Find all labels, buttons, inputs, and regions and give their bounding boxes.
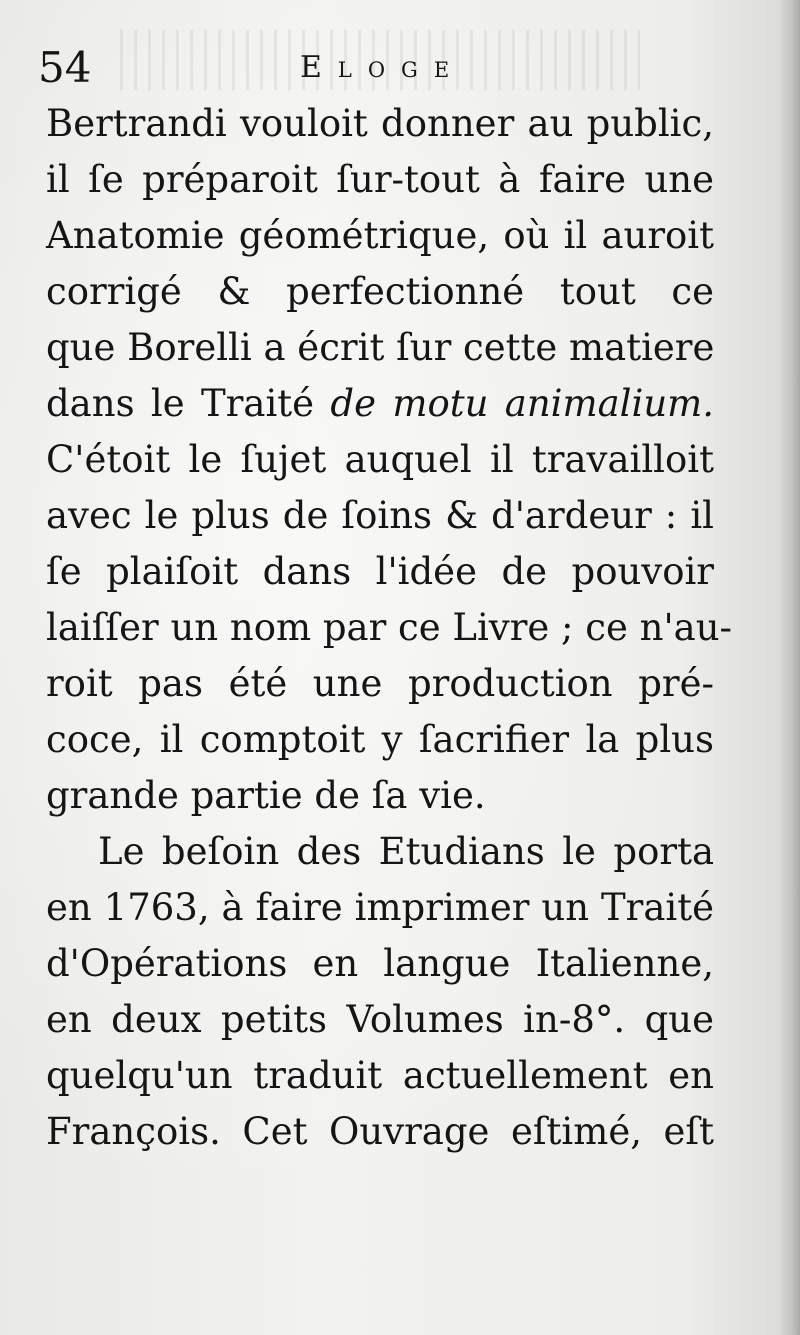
text-line: Le beſoin des Etudians le porta	[98, 830, 714, 873]
page-number: 54	[38, 43, 92, 92]
text-line	[46, 376, 714, 432]
text-line: corrigé & perfectionné tout ce	[46, 270, 714, 313]
text-line: quelqu'un traduit actuellement en	[46, 1054, 714, 1097]
text-line: en deux petits Volumes in-8°. que	[46, 998, 714, 1041]
text-line: laiſſer un nom par ce Livre ; ce n'au-	[46, 606, 733, 649]
text-line: que Borelli a écrit ſur cette matiere	[46, 326, 715, 369]
text-line: en 1763, à faire imprimer un Traité	[46, 886, 714, 929]
text-line: Anatomie géométrique, où il auroit	[46, 214, 714, 257]
text-line: Bertrandi vouloit donner au public,	[46, 102, 714, 145]
text-line: roit pas été une production pré-	[46, 662, 714, 705]
text-line: avec le plus de ſoins & d'ardeur : il	[46, 494, 714, 537]
body-text	[46, 96, 733, 1160]
text-line: C'étoit le ſujet auquel il travailloit	[46, 438, 714, 481]
text-fragment: dans le Traité	[46, 382, 331, 425]
text-line: il ſe préparoit ſur-tout à faire une	[46, 158, 714, 201]
text-line: grande partie de ſa vie.	[46, 774, 486, 817]
text-line: d'Opérations en langue Italienne,	[46, 942, 714, 985]
text-line: coce, il comptoit y ſacrifier la plus	[46, 718, 714, 761]
text-line: ſe plaiſoit dans l'idée de pouvoir	[46, 550, 714, 593]
running-head: Eloge	[300, 50, 466, 85]
text-line: François. Cet Ouvrage eſtimé, eſt	[46, 1110, 714, 1153]
page-edge-shadow	[778, 0, 800, 1335]
page-header	[38, 38, 758, 98]
italic-title: de motu animalium.	[330, 382, 715, 425]
